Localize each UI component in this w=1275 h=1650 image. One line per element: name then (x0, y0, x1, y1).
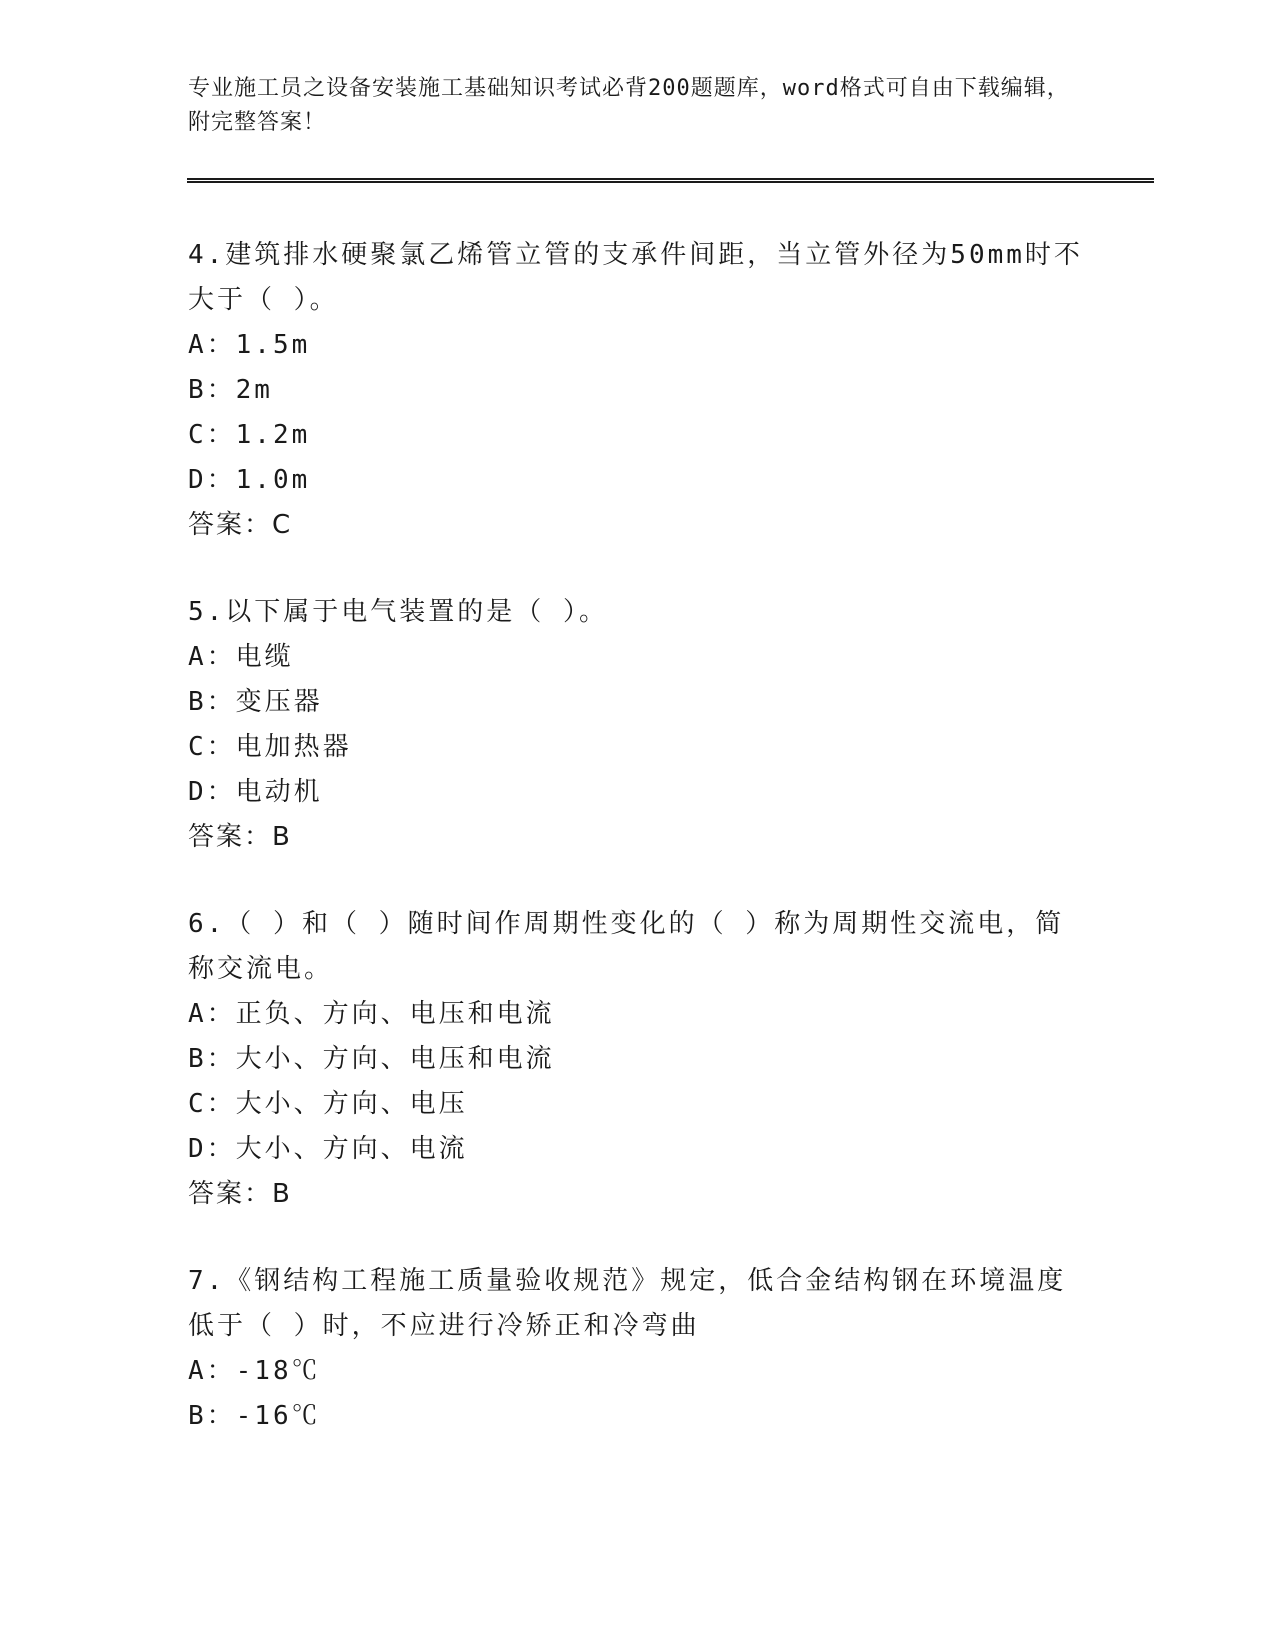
question-stem: 5.以下属于电气装置的是（ ）。 (188, 597, 608, 627)
answer-text: 答案：B (188, 1179, 292, 1209)
option-c: C：1.2m (188, 420, 311, 450)
option-c: C：大小、方向、电压 (188, 1089, 468, 1119)
question-5 (188, 590, 1088, 860)
question-stem: 6.（ ）和（ ）随时间作周期性变化的（ ）称为周期性交流电，简称交流电。 (188, 909, 1065, 984)
document-title: 专业施工员之设备安装施工基础知识考试必背200题题库，word格式可自由下载编辑，附完整答案！ (188, 76, 1070, 135)
option-a: A：1.5m (188, 330, 311, 360)
option-b: B：大小、方向、电压和电流 (188, 1044, 555, 1074)
answer-text: 答案：C (188, 510, 293, 540)
document-header (188, 72, 1088, 140)
option-a: A：正负、方向、电压和电流 (188, 999, 555, 1029)
option-d: D：电动机 (188, 777, 323, 807)
question-6 (188, 902, 1088, 1217)
option-b: B：-16℃ (188, 1401, 321, 1431)
option-c: C：电加热器 (188, 732, 352, 762)
question-list (188, 233, 1088, 1481)
answer-text: 答案：B (188, 822, 292, 852)
option-d: D：1.0m (188, 465, 311, 495)
question-stem: 7.《钢结构工程施工质量验收规范》规定，低合金结构钢在环境温度低于（ ）时，不应进行冷矫正和冷弯曲 (188, 1266, 1067, 1341)
option-d: D：大小、方向、电流 (188, 1134, 468, 1164)
option-b: B：变压器 (188, 687, 323, 717)
question-7 (188, 1259, 1088, 1439)
header-divider (187, 178, 1154, 183)
question-stem: 4.建筑排水硬聚氯乙烯管立管的支承件间距，当立管外径为50mm时不大于（ ）。 (188, 240, 1083, 315)
option-a: A：-18℃ (188, 1356, 321, 1386)
question-4 (188, 233, 1088, 548)
option-a: A：电缆 (188, 642, 294, 672)
option-b: B：2m (188, 375, 273, 405)
